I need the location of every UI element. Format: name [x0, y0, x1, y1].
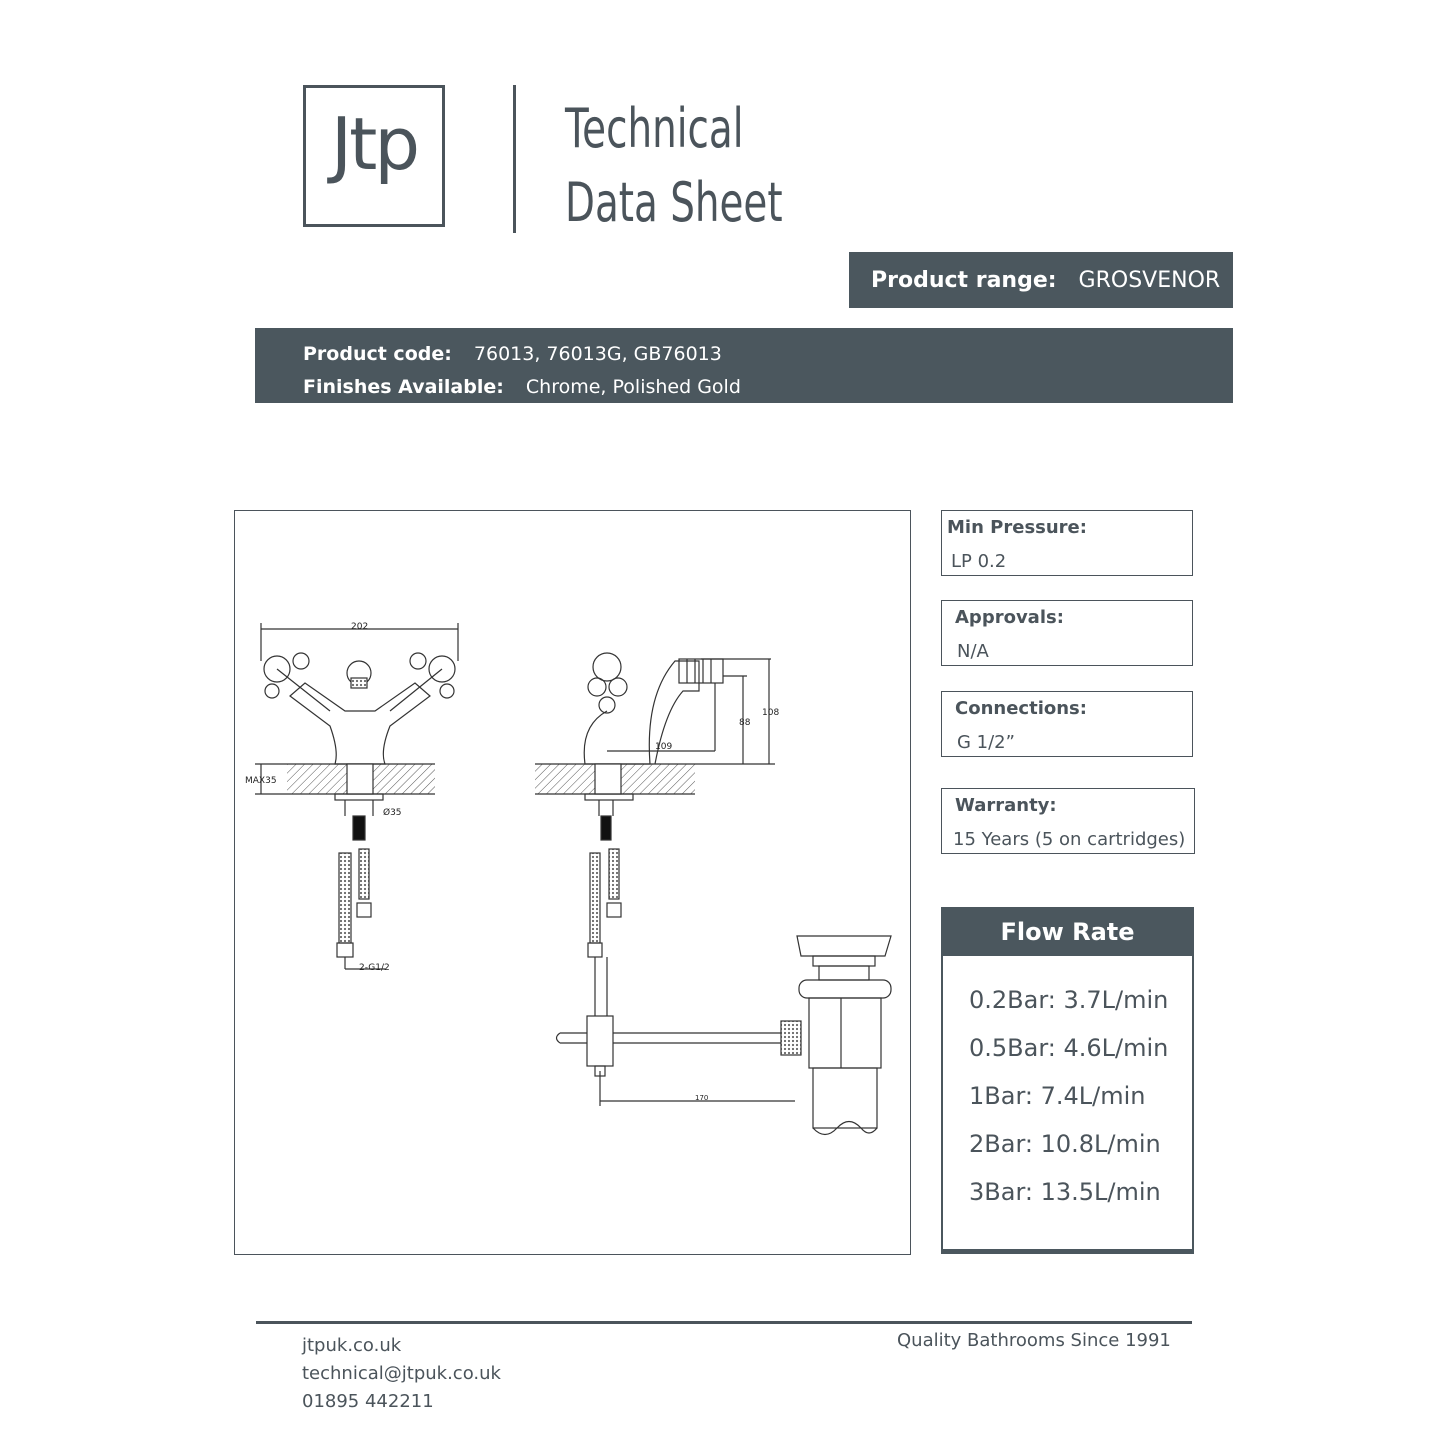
footer-divider: [256, 1321, 1192, 1324]
dim-max-label: MAX35: [245, 776, 277, 786]
footer-website[interactable]: jtpuk.co.uk: [302, 1335, 402, 1356]
product-range-bar: [849, 252, 1233, 308]
flow-rate-item: 3Bar: 13.5L/min: [969, 1178, 1161, 1206]
spec-approvals: [941, 600, 1193, 666]
spec-value: N/A: [957, 641, 989, 662]
footer-email[interactable]: technical@jtpuk.co.uk: [302, 1363, 501, 1384]
footer-contact: [302, 1332, 501, 1416]
spec-warranty: [941, 788, 1195, 854]
dim-total-height-label: 108: [762, 708, 780, 718]
spec-label: Connections:: [955, 698, 1087, 719]
flow-rate-list: [943, 956, 1192, 1216]
dim-reach-label: 109: [655, 742, 673, 752]
spec-min-pressure: [941, 510, 1193, 576]
logo-text: Jtp: [330, 102, 418, 186]
header-divider: [513, 85, 516, 233]
flow-rate-item: 2Bar: 10.8L/min: [969, 1130, 1161, 1158]
footer-phone: 01895 442211: [302, 1391, 434, 1412]
flow-rate-item: 0.5Bar: 4.6L/min: [969, 1034, 1169, 1062]
spec-value: G 1/2”: [957, 732, 1015, 753]
flow-rate-title: Flow Rate: [943, 909, 1192, 956]
spec-value: LP 0.2: [951, 551, 1007, 572]
dim-connection-label: 2-G1/2: [359, 963, 390, 973]
spec-label: Min Pressure:: [947, 517, 1087, 538]
side-view: [535, 653, 891, 1135]
dim-width-label: 202: [351, 622, 369, 632]
product-range-value: GROSVENOR: [1078, 267, 1221, 293]
footer-tagline: Quality Bathrooms Since 1991: [897, 1330, 1171, 1351]
spec-connections: [941, 691, 1193, 757]
finishes-row: [303, 371, 1233, 404]
dim-diameter-label: Ø35: [383, 808, 402, 818]
technical-drawing: [234, 510, 911, 1255]
product-code-value: 76013, 76013G, GB76013: [473, 343, 722, 365]
spec-value: 15 Years (5 on cartridges): [953, 829, 1186, 850]
flow-rate-item: 1Bar: 7.4L/min: [969, 1082, 1146, 1110]
front-view: [255, 623, 458, 969]
finishes-value: Chrome, Polished Gold: [525, 376, 741, 398]
dim-waste-label: 170: [695, 1094, 709, 1102]
brand-logo: [303, 85, 445, 227]
flow-rate-panel: [941, 907, 1194, 1254]
product-info-bar: [255, 328, 1233, 403]
product-code-label: Product code:: [303, 343, 452, 365]
title-line-2: Data Sheet: [565, 171, 783, 234]
dim-spout-height-label: 88: [739, 718, 751, 728]
drawing-canvas: [235, 511, 912, 1256]
flow-rate-item: 0.2Bar: 3.7L/min: [969, 986, 1169, 1014]
product-code-row: [303, 338, 1233, 371]
finishes-label: Finishes Available:: [303, 376, 504, 398]
spec-label: Approvals:: [955, 607, 1064, 628]
title-line-1: Technical: [565, 97, 744, 160]
page-title: [565, 92, 783, 240]
spec-label: Warranty:: [955, 795, 1057, 816]
product-range-label: Product range:: [871, 267, 1057, 293]
